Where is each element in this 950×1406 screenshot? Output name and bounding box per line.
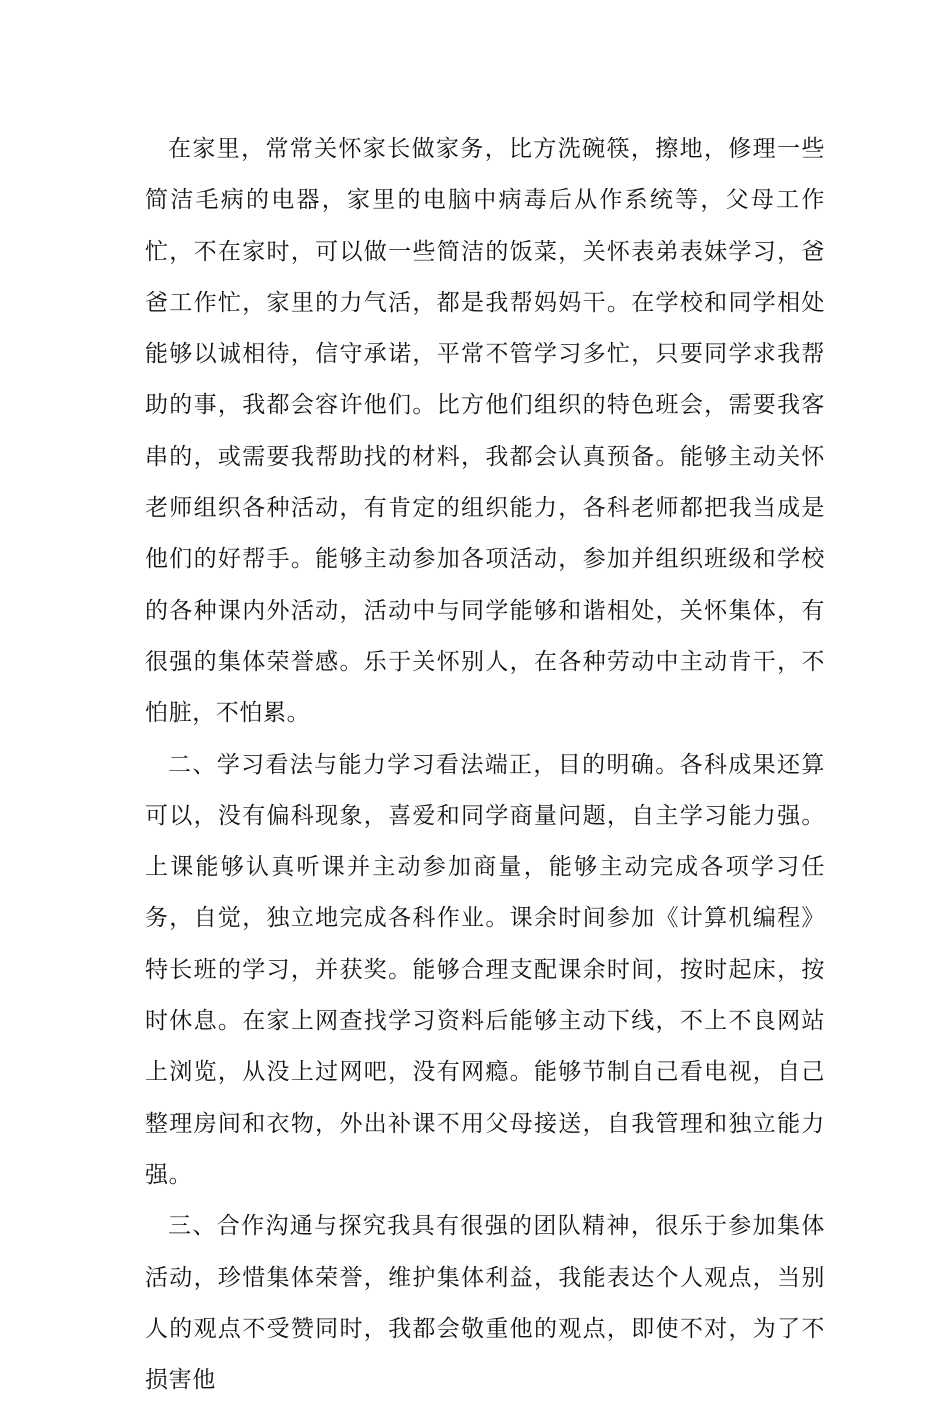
document-body	[145, 124, 825, 1406]
paragraph-cooperation: 三、合作沟通与探究我具有很强的团队精神，很乐于参加集体活动，珍惜集体荣誉，维护集体利益，我能表达个人观点，当别人的观点不受赞同时，我都会敬重他的观点，即使不对，为了不损害他	[145, 1213, 825, 1394]
paragraph-family-and-school: 在家里，常常关怀家长做家务，比方洗碗筷，擦地，修理一些简洁毛病的电器，家里的电脑中病毒后从作系统等，父母工作忙，不在家时，可以做一些简洁的饭菜，关怀表弟表妹学习，爸爸工作忙，家里的力气活，都是我帮妈妈干。在学校和同学相处能够以诚相待，信守承诺，平常不管学习多忙，只要同学求我帮助的事，我都会容许他们。比方他们组织的特色班会，需要我客串的，或需要我帮助找的材料，我都会认真预备。能够主动关怀老师组织各种活动，有肯定的组织能力，各科老师都把我当成是他们的好帮手。能够主动参加各项活动，参加并组织班级和学校的各种课内外活动，活动中与同学能够和谐相处，关怀集体，有很强的集体荣誉感。乐于关怀别人，在各种劳动中主动肯干，不怕脏，不怕累。	[145, 136, 825, 727]
paragraph-learning-attitude: 二、学习看法与能力学习看法端正，目的明确。各科成果还算可以，没有偏科现象，喜爱和同学商量问题，自主学习能力强。上课能够认真听课并主动参加商量，能够主动完成各项学习任务，自觉，独立地完成各科作业。课余时间参加《计算机编程》特长班的学习，并获奖。能够合理支配课余时间，按时起床，按时休息。在家上网查找学习资料后能够主动下线，不上不良网站上浏览，从没上过网吧，没有网瘾。能够节制自己看电视，自己整理房间和衣物，外出补课不用父母接送，自我管理和独立能力强。	[145, 751, 825, 1188]
